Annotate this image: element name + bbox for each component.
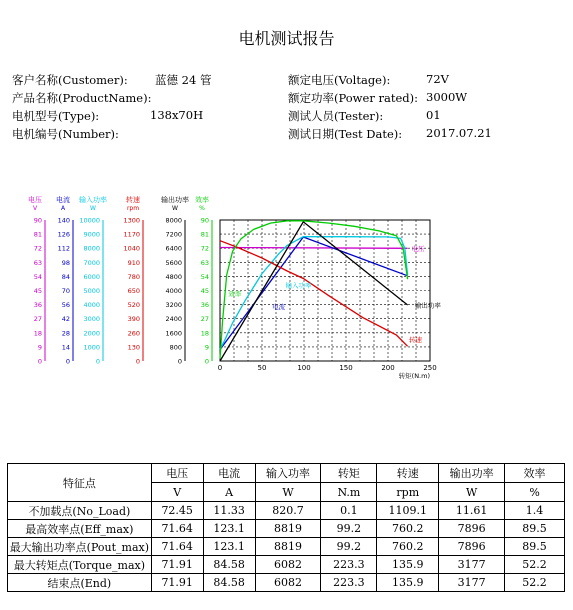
date-label: 测试日期(Test Date):: [288, 127, 403, 141]
y-tick-label: 18: [33, 329, 42, 338]
x-tick-label: 150: [339, 364, 353, 372]
table-cell: 84.58: [203, 574, 255, 592]
y-tick-label: 7000: [83, 258, 100, 267]
y-tick-label: 72: [33, 244, 42, 253]
header-cell: 输出功率: [439, 464, 505, 483]
unit-cell: A: [203, 483, 255, 502]
curve-label: 电压: [411, 244, 425, 253]
y-tick-label: 126: [57, 230, 70, 239]
table-cell: 760.2: [377, 538, 439, 556]
curve-label: 效率: [228, 290, 242, 299]
table-cell: 11.33: [203, 502, 255, 520]
type-value: 138x70H: [150, 108, 204, 122]
y-tick-label: 0: [37, 357, 42, 366]
y-tick-label: 4800: [165, 272, 182, 281]
y-tick-label: 27: [200, 315, 209, 324]
table-cell: 3177: [439, 574, 505, 592]
y-tick-label: 0: [135, 357, 140, 366]
y-tick-label: 63: [200, 258, 209, 267]
y-tick-label: 3000: [83, 315, 100, 324]
unit-cell: %: [505, 483, 565, 502]
y-tick-label: 28: [61, 329, 70, 338]
axis-name: 电流: [56, 196, 70, 204]
table-row: [8, 556, 565, 574]
number-label: 电机编号(Number):: [12, 127, 119, 141]
y-tick-label: 54: [200, 272, 209, 281]
curve-label: 电流: [272, 303, 286, 312]
y-tick-label: 0: [95, 357, 100, 366]
unit-cell: W: [439, 483, 505, 502]
table-cell: 89.5: [505, 520, 565, 538]
type-label: 电机型号(Type):: [12, 109, 100, 123]
axis-unit: W: [172, 205, 178, 212]
table-cell: 3177: [439, 556, 505, 574]
x-tick-label: 50: [257, 364, 267, 372]
y-tick-label: 4000: [165, 287, 182, 295]
x-axis-label: 转矩(N.m): [398, 372, 430, 380]
header-cell: 转矩: [321, 464, 377, 483]
y-tick-label: 9: [37, 343, 42, 352]
axis-unit: rpm: [126, 205, 140, 212]
curve-label: 输入功率: [285, 281, 312, 290]
chart-svg: [0, 180, 573, 380]
tester-label: 测试人员(Tester):: [288, 109, 384, 123]
power-label: 额定功率(Power rated):: [288, 91, 418, 105]
y-tick-label: 5000: [83, 287, 100, 295]
header-cell: 电流: [203, 464, 255, 483]
y-tick-label: 0: [177, 357, 182, 366]
y-tick-label: 9000: [83, 230, 100, 239]
table-cell: 84.58: [203, 556, 255, 574]
table-cell: 135.9: [377, 574, 439, 592]
table-cell: 52.2: [505, 574, 565, 592]
table-cell: 7896: [439, 520, 505, 538]
y-tick-label: 260: [127, 329, 140, 338]
table-row: [8, 520, 565, 538]
header-cell: 转速: [377, 464, 439, 483]
y-tick-label: 6400: [165, 244, 182, 253]
table-cell: 最高效率点(Eff_max): [8, 520, 152, 538]
unit-cell: rpm: [377, 483, 439, 502]
y-tick-label: 910: [127, 258, 140, 267]
y-tick-label: 2000: [83, 329, 100, 338]
y-tick-label: 54: [33, 272, 42, 281]
axis-unit: W: [90, 205, 96, 212]
y-tick-label: 140: [57, 216, 70, 225]
axis-unit: V: [32, 205, 38, 212]
header-cell: 效率: [505, 464, 565, 483]
table-row: [8, 574, 565, 592]
y-tick-label: 780: [127, 272, 140, 281]
header-cell: 特征点: [8, 464, 152, 502]
axis-unit: A: [60, 205, 66, 212]
series-line: [220, 248, 408, 249]
table-cell: 123.1: [203, 520, 255, 538]
y-tick-label: 3200: [165, 301, 182, 310]
table-cell: 71.64: [151, 520, 203, 538]
table-cell: 99.2: [321, 538, 377, 556]
power-value: 3000W: [426, 90, 468, 104]
customer-value: 蓝德 24 管: [155, 73, 212, 87]
y-tick-label: 56: [61, 301, 70, 310]
y-tick-label: 81: [33, 230, 42, 239]
y-tick-label: 0: [65, 357, 70, 366]
y-tick-label: 90: [33, 216, 42, 225]
product-label: 产品名称(ProductName):: [12, 91, 152, 105]
tester-value: 01: [426, 108, 441, 122]
unit-cell: N.m: [321, 483, 377, 502]
y-tick-label: 42: [61, 315, 70, 324]
report-title: 电机测试报告: [238, 29, 335, 48]
axis-name: 输出功率: [161, 196, 189, 204]
characteristic-table: [7, 463, 565, 592]
table-cell: 最大转矩点(Torque_max): [8, 556, 152, 574]
y-tick-label: 81: [200, 230, 209, 239]
y-tick-label: 72: [200, 244, 209, 253]
x-tick-label: 100: [297, 364, 311, 372]
y-tick-label: 7200: [165, 230, 182, 239]
table-cell: 760.2: [377, 520, 439, 538]
axis-unit: %: [199, 205, 205, 212]
y-tick-label: 130: [127, 343, 140, 352]
table-cell: 99.2: [321, 520, 377, 538]
y-tick-label: 45: [200, 287, 209, 295]
x-tick-label: 0: [217, 364, 223, 372]
table-header-row: [8, 464, 565, 483]
y-tick-label: 1040: [123, 244, 140, 253]
table-cell: 不加载点(No_Load): [8, 502, 152, 520]
table-cell: 1.4: [505, 502, 565, 520]
axis-name: 效率: [195, 196, 209, 204]
voltage-label: 额定电压(Voltage):: [288, 73, 391, 87]
table-cell: 8819: [255, 520, 321, 538]
performance-chart: [0, 180, 573, 380]
y-tick-label: 70: [61, 287, 70, 295]
unit-cell: V: [151, 483, 203, 502]
customer-label: 客户名称(Customer):: [12, 73, 128, 87]
x-tick-label: 250: [423, 364, 437, 372]
table-cell: 123.1: [203, 538, 255, 556]
table-cell: 71.91: [151, 574, 203, 592]
table-cell: 71.64: [151, 538, 203, 556]
voltage-value: 72V: [426, 72, 449, 86]
table-cell: 52.2: [505, 556, 565, 574]
table-cell: 最大输出功率点(Pout_max): [8, 538, 152, 556]
unit-cell: W: [255, 483, 321, 502]
y-tick-label: 1300: [123, 216, 140, 225]
table-cell: 1109.1: [377, 502, 439, 520]
header-cell: 电压: [151, 464, 203, 483]
table-cell: 6082: [255, 556, 321, 574]
y-tick-label: 1600: [165, 329, 182, 338]
date-value: 2017.07.21: [426, 126, 492, 140]
y-tick-label: 14: [61, 343, 70, 352]
table-cell: 11.61: [439, 502, 505, 520]
x-tick-label: 200: [381, 364, 395, 372]
axis-name: 电压: [28, 196, 42, 204]
y-tick-label: 0: [204, 357, 209, 366]
axis-name: 转速: [126, 196, 140, 204]
table-cell: 820.7: [255, 502, 321, 520]
table-cell: 72.45: [151, 502, 203, 520]
y-tick-label: 36: [33, 301, 42, 310]
y-tick-label: 1170: [123, 230, 140, 239]
table-cell: 0.1: [321, 502, 377, 520]
table-cell: 8819: [255, 538, 321, 556]
curve-label: 输出功率: [414, 301, 441, 310]
y-tick-label: 8000: [165, 216, 182, 225]
y-tick-label: 6000: [83, 272, 100, 281]
y-tick-label: 5600: [165, 258, 182, 267]
table-cell: 71.91: [151, 556, 203, 574]
y-tick-label: 112: [57, 244, 70, 253]
y-tick-label: 10000: [79, 216, 100, 225]
curve-label: 转速: [409, 335, 422, 344]
y-tick-label: 84: [61, 272, 70, 281]
y-tick-label: 2400: [165, 315, 182, 324]
y-tick-label: 45: [33, 287, 42, 295]
table-row: [8, 502, 565, 520]
table-cell: 89.5: [505, 538, 565, 556]
y-tick-label: 4000: [83, 301, 100, 310]
y-tick-label: 90: [200, 216, 209, 225]
y-tick-label: 98: [61, 258, 70, 267]
y-tick-label: 520: [127, 301, 140, 310]
y-tick-label: 390: [127, 315, 140, 324]
y-tick-label: 63: [33, 258, 42, 267]
y-tick-label: 800: [169, 343, 182, 352]
table-cell: 6082: [255, 574, 321, 592]
table-cell: 结束点(End): [8, 574, 152, 592]
table-cell: 223.3: [321, 556, 377, 574]
table-row: [8, 538, 565, 556]
y-tick-label: 1000: [83, 343, 100, 352]
axis-name: 输入功率: [79, 196, 107, 204]
y-tick-label: 8000: [83, 244, 100, 253]
table-cell: 135.9: [377, 556, 439, 574]
table-cell: 223.3: [321, 574, 377, 592]
y-tick-label: 36: [200, 301, 209, 310]
y-tick-label: 9: [204, 343, 209, 352]
y-tick-label: 18: [200, 329, 209, 338]
table-cell: 7896: [439, 538, 505, 556]
y-tick-label: 27: [33, 315, 42, 324]
y-tick-label: 650: [127, 287, 140, 295]
header-cell: 输入功率: [255, 464, 321, 483]
